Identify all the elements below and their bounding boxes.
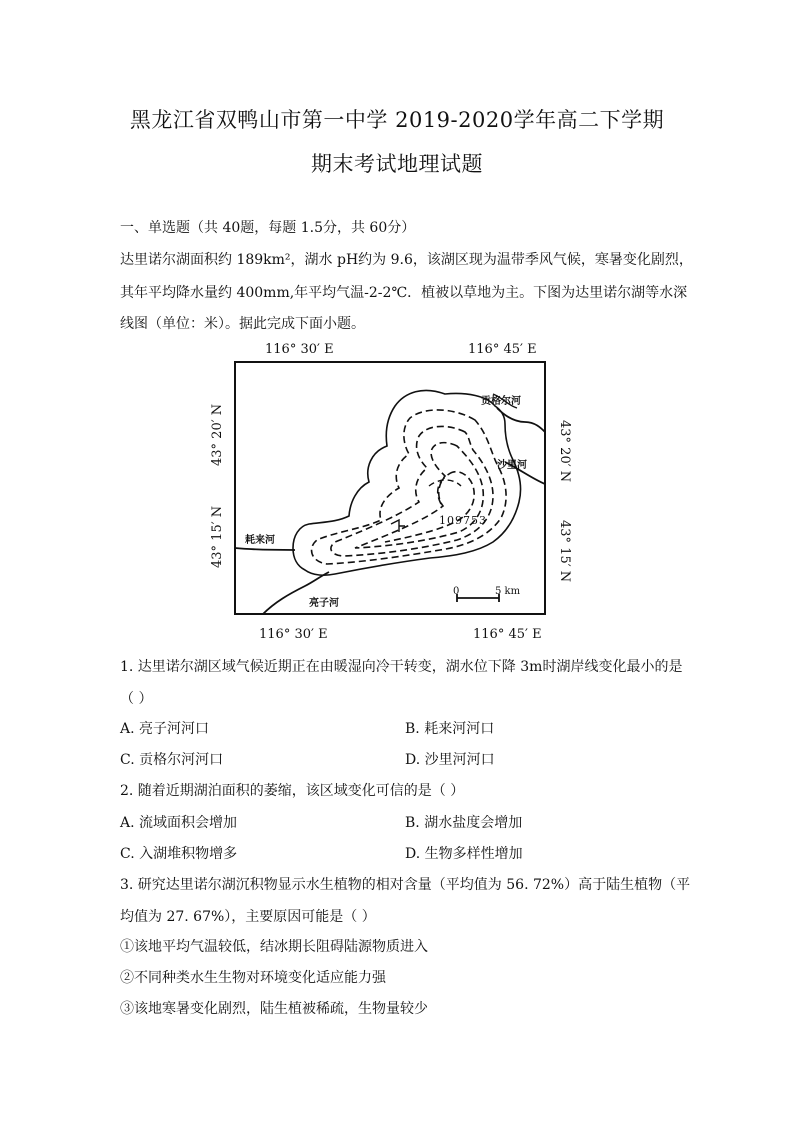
page-subtitle: 期末考试地理试题 bbox=[311, 152, 483, 176]
scale-km: 5 km bbox=[495, 586, 521, 597]
question-1-stem: 1. 达里诺尔湖区域气候近期正在由暖湿向冷干转变，湖水位下降 3m时湖岸线变化最小的是 bbox=[120, 659, 683, 675]
question-2-option-d[interactable]: D. 生物多样性增加 bbox=[405, 846, 523, 862]
river-label-haolai: 耗来河 bbox=[245, 535, 275, 546]
river-label-gonggeer: 贡格尔河 bbox=[481, 396, 521, 407]
question-1-blank: （ ） bbox=[120, 691, 153, 707]
question-1-option-a[interactable]: A. 亮子河河口 bbox=[120, 721, 210, 737]
lake-depth-map bbox=[205, 336, 575, 646]
question-3-statement-2: ②不同种类水生生物对环境变化适应能力强 bbox=[120, 970, 386, 986]
question-3-statement-1: ①该地平均气温较低，结冰期长阻碍陆源物质进入 bbox=[120, 939, 428, 955]
question-1-option-d[interactable]: D. 沙里河河口 bbox=[405, 752, 495, 768]
lon-label-bottom-left: 116° 30′ E bbox=[259, 627, 328, 642]
question-2-option-a[interactable]: A. 流域面积会增加 bbox=[120, 815, 238, 831]
lon-label-bottom-right: 116° 45′ E bbox=[473, 627, 542, 642]
question-3-statement-3: ③该地寒暑变化剧烈，陆生植被稀疏，生物量较少 bbox=[120, 1001, 428, 1017]
lon-label-top-right: 116° 45′ E bbox=[468, 342, 537, 357]
question-3-stem-cont: 均值为 27. 67%），主要原因可能是（ ） bbox=[120, 909, 376, 925]
scale-zero: 0 bbox=[453, 586, 460, 597]
section-heading: 一、单选题（共 40题，每题 1.5分，共 60分） bbox=[120, 220, 416, 236]
question-2-option-c[interactable]: C. 入湖堆积物增多 bbox=[120, 846, 238, 862]
page-title: 黑龙江省双鸭山市第一中学 2019-2020学年高二下学期 bbox=[129, 108, 665, 132]
question-3-stem: 3. 研究达里诺尔湖沉积物显示水生植物的相对含量（平均值为 56. 72%）高于陆生植物（平 bbox=[120, 877, 691, 893]
lat-label-left-lower: 43° 15′ N bbox=[210, 505, 225, 568]
question-1-option-b[interactable]: B. 耗来河河口 bbox=[405, 721, 495, 737]
lon-label-top-left: 116° 30′ E bbox=[265, 342, 334, 357]
lat-label-left-upper: 43° 20′ N bbox=[210, 403, 225, 466]
question-2-stem: 2. 随着近期湖泊面积的萎缩，该区域变化可信的是（ ） bbox=[120, 783, 465, 799]
question-2-option-b[interactable]: B. 湖水盐度会增加 bbox=[405, 815, 523, 831]
intro-line-3: 线图（单位：米）。据此完成下面小题。 bbox=[120, 316, 365, 332]
lat-label-right-upper: 43° 20′ N bbox=[557, 420, 572, 483]
lat-label-right-lower: 43° 15′ N bbox=[557, 520, 572, 583]
intro-line-1: 达里诺尔湖面积约 189km²，湖水 pH约为 9.6，该湖区现为温带季风气候，寒暑变化剧烈， bbox=[120, 252, 693, 268]
river-label-shali: 沙里河 bbox=[497, 460, 527, 471]
river-label-liangzi: 亮子河 bbox=[309, 598, 339, 609]
question-1-option-c[interactable]: C. 贡格尔河河口 bbox=[120, 752, 224, 768]
depth-values-label: 109753 bbox=[439, 514, 487, 527]
intro-line-2: 其年平均降水量约 400mm,年平均气温-2-2℃．植被以草地为主。下图为达里诺尔湖等水深 bbox=[120, 285, 688, 301]
